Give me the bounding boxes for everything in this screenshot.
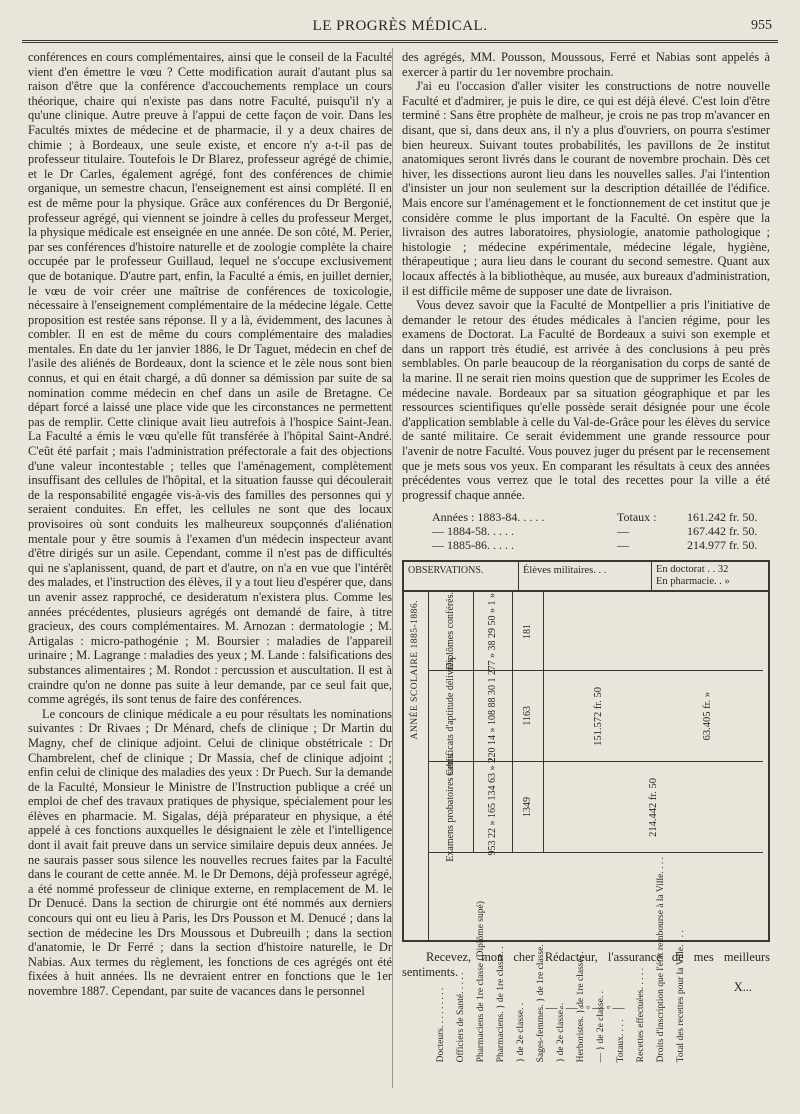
table-band — [429, 752, 763, 863]
band-total: 1163 — [522, 706, 533, 726]
band-label: Certificats d'aptitude délivrés. — [445, 656, 456, 777]
left-column — [28, 50, 392, 999]
band-total: 1349 — [522, 797, 533, 818]
paragraph: Le concours de clinique médicale a eu pour résultats les nominations suivantes : Dr Rivaes ; Dr Ménard, chefs de clinique ; Dr Martin du Magny, chef de clinique adjoint. Celui de clinique obstétricale : Dr Chambrelent, chef de clinique ; Dr Massia, chef de clinique adjoint ; enfin celui de clinique des maladies des yeux : Dr Puech. Sur la demande de la Faculté, Monsieur le Ministre de l'Instruction publique a créé un emploi de chef des travaux pratiques de physique, spécialement pour les élèves en pharmacie. M. Sigalas, déjà préparateur en physique, a été appelé à ces fonctions auxquelles le désignaient le zèle et l'intelligence dont il avait fait preuve dans un service similaire depuis deux années. Je ne saurais passer sous silence les nouvelles recrues faites par la Faculté dans le courant de cette année. M. le Dr Demons, déjà professeur agrégé, a été nommé professeur de clinique externe, en remplacement de M. le Dr Denucé. Dans la section de chirurgie ont été nommés aux derniers concours qui ont eu lieu à Paris, les Drs Pousson et M. Denucé ; dans la section de médecine les Drs Moussous et Dubreuilh ; dans la section d'anatomie, le Dr Ferré ; dans la section d'histoire naturelle, le Dr Nabias. Aux termes du règlement, les fonctions de ces agrégés ont été fixées à huit années. Ils ne devraient entrer en fonctions que le 1er novembre 1887. Cependant, par suite de vacances dans le personnel — [28, 706, 392, 998]
observations-header: OBSERVATIONS. — [404, 562, 519, 590]
military-counts: En doctorat . . 32 En pharmacie. . » — [656, 564, 730, 588]
money-value: 214.442 fr. 50 — [647, 777, 659, 837]
table-header — [404, 562, 768, 592]
right-column — [402, 50, 770, 1063]
table-legend: Docteurs. . . . . . . . . Officiers de Santé. . . . . Pharmaciens de 1re classe (Diplôme supé) Pharmaciens. } de 1re classe. . } de 2e classe. . Sages-femmes. } de 1re classe. . } de 2e classe. . Herboristes. } de 1re classe. . — } de 2e classe. . Totaux. . . . Recettes effectuées. . . . . Droits d'inscription que l'état rembourse à la Ville. . . . Total des recettes pour la Ville. . . . — [436, 857, 686, 1063]
paragraph: des agrégés, MM. Pousson, Moussous, Ferré et Nabias sont appelés à exercer à partir du 1er novembre prochain. — [402, 50, 770, 79]
band-numbers: 220 14 » 108 88 30 1 2 — [487, 669, 498, 763]
paragraph: Vous devez savoir que la Faculté de Montpellier a pris l'initiative de demander le retour des études médicales à l'ancien régime, pour les examens de Doctorat. La Faculté de Bordeaux a suivi son exemple et dans un rapport très étudié, est arrivée à des conclusions à peu près semblables. On parle beaucoup de la réorganisation du corps de santé de la marine. Il ne serait rien moins question que de supprimer les Ecoles de médecine navale. Bordeaux par sa situation géographique et par les ressources scientifiques qu'elle possède serait désignée pour une école d'application semblable à celle du Val-de-Grâce pour les élèves du service de santé militaire. Ce serait évidemment une grande ressource pour l'avenir de notre Faculté. Vous pouvez juger du présent par le recensement que je mets sous vos yeux. En comparant les résultats à ceux des années précédentes vous verrez que le total des recettes pour la ville a été progressif chaque année. — [402, 298, 770, 502]
journal-title: LE PROGRÈS MÉDICAL. — [312, 18, 488, 34]
totals-list — [402, 510, 770, 552]
header-rule — [22, 40, 778, 43]
totals-row: — 1884-58. . . . . — 167.442 fr. 50. — [432, 524, 758, 539]
band-money — [544, 671, 763, 761]
band-label: Diplômes conférés. — [445, 592, 456, 671]
table-band — [429, 592, 763, 671]
school-year-label: ANNÉE SCOLAIRE 1885-1886. — [404, 592, 429, 940]
closing-text: Recevez, mon cher Rédacteur, l'assurance de mes meilleurs sentiments. — [402, 950, 770, 979]
fleuron-ornament: —◦—◦◦—◦— — [545, 1000, 627, 1015]
money-value: 63.405 fr. » — [702, 691, 714, 741]
page-number: 955 — [751, 18, 772, 33]
band-label: Examens probatoires subis. — [445, 752, 456, 863]
band-numbers: 77 » 38 29 50 » 1 » — [487, 592, 498, 671]
military-header: Élèves militaires. . . — [519, 562, 652, 590]
column-divider — [392, 48, 393, 1088]
page-header — [22, 14, 778, 38]
paragraph: conférences en cours complémentaires, ainsi que le conseil de la Faculté vient d'en émettre le vœu ? Cette modification aurait d'autant plus sa raison d'être que la conférence d'accouchements remplace un cours théorique, chaire qui n'existe pas dans notre Faculté, puisqu'il n'y a qu'une clinique. Autre preuve à l'appui de cette façon de voir. Dans les Facultés mixtes de médecine et de pharmacie, il y a deux chaires de chimie ; à Bordeaux, une seule existe, et encore n'y a-t-il pas de professeur titulaire. Toutefois le Dr Blarez, professeur agrégé de chimie, et le Dr Carles, également agrégé, font des conférences de chimie organique, un semestre chacun, l'enseignement est ainsi complété. Il en est de même pour la physique. Grâce aux conférences du Dr Bergonié, professeur agrégé, qui viennent se joindre à celles du professeur Merget, la physique médicale est enseignée en une année. De son côté, M. Perier, par ses conférences d'histoire naturelle et de zoologie complète la chaire occupée par le professeur Guillaud, lequel ne s'occupe exclusivement que de botanique. D'autre part, enfin, la Faculté a émis, en juillet dernier, le vœu de voir créer une maîtrise de conférences de toxicologie, nécessaire à l'enseignement complémentaire de la médecine légale. Cette proposition est restée sans réponse. Il y a là, évidemment, des lacunes à combler. Il en est de même du cours complémentaire des maladies mentales. En date du 1er janvier 1886, le Dr Taguet, médecin en chef de l'asile des aliénés de Bordeaux, dont la science et le zèle nous sont bien connus, et qui en était chargé, a dû donner sa démission par suite de sa nomination comme médecin en chef dans un asile de Bretagne. Ce départ forcé a laissé une place vide que les circonstances ne permettent pas de remplir. Cette clinique avait lieu autrefois à l'hospice Saint-Jean. La Faculté a émis le vœu qu'elle fût transférée à l'hôpital Saint-André. C'eût été parfait ; mais l'administration préfectorale a fait des objections d'une valeur incontestable ; telles que l'aménagement, complètement insuffisant des cellules de l'hôpital, et la situation fausse qui découlerait de la responsabilité engagée vis-à-vis des familles des personnes qui y seraient conduites. En effet, les cellules ne sont que des locaux provisoires où sont conduits les malheureux soupçonnés d'aliénation mentale pour y être soumis à l'examen d'un médecin inspecteur avant d'être dirigés sur un asile. Cependant, comme il n'est pas de difficultés qui ne s'aplanissent, quand, de part et d'autre, on n'a en vue que l'intérêt des malades, et l'instruction des élèves, il y a tout lieu d'espérer que, dans un avenir assez rapproché, ce desideratum n'existera plus. Comme les années précédentes, plusieurs agrégés ont demandé de faire, à titre gracieux, des cours complémentaires. M. Arnozan : dermatologie ; M. Artigalas : micro-pathogénie ; M. Boursier : maladies de l'appareil urinaire ; M. Lagrange : maladies des yeux ; M. Lande : falsifications des substances alimentaires ; M. Rondot : percussion et auscultation. Il est à craindre qu'on ne donne pas suite à leur demande, par ce seul fait que, comme agrégés, ils sont tenus de faire des conférences. — [28, 50, 392, 707]
signature: X... — [733, 979, 752, 994]
band-money — [544, 592, 763, 670]
totals-row: Années : 1883-84. . . . . Totaux : 161.242 fr. 50. — [432, 510, 758, 525]
band-numbers: 953 22 » 165 134 63 » 2 — [487, 758, 498, 856]
money-value: 151.572 fr. 50 — [592, 686, 604, 746]
band-money — [544, 762, 763, 852]
band-total: 181 — [522, 623, 533, 639]
totals-row: — 1885-86. . . . . — 214.977 fr. 50. — [432, 538, 758, 553]
paragraph: J'ai eu l'occasion d'aller visiter les constructions de notre nouvelle Faculté et d'admirer, je puis le dire, ce qui est déjà élevé. C'est loin d'être terminé : Sans être prophète de malheur, je crois ne pas trop m'avancer en disant, que si, dans deux ans, il n'y a plus d'ouvriers, on pourra s'estimer bien heureux. Suivant toutes probabilités, les pavillons de 2e institut anatomiques seront livrés dans le courant de novembre prochain. Dès cet hiver, les dissections auront lieu dans les nouvelles salles. J'ai l'intention d'insister un jour non seulement sur la description détaillée de l'édifice. Mais encore sur l'aménagement et le fonctionnement de cet institut que je considère comme le plus important de la Faculté. On espère que la livraison des autres laboratoires, physiologie, anatomie pathologique ; histologie ; médecine expérimentale, médecine légale, hygiène, thérapeutique ; aura lieu dans le courant du second semestre. Quant aux locaux affectés à la bibliothèque, au musée, aux bureaux d'administration, il est difficile même de supposer une date de livraison. — [402, 79, 770, 298]
table-band — [429, 656, 763, 777]
